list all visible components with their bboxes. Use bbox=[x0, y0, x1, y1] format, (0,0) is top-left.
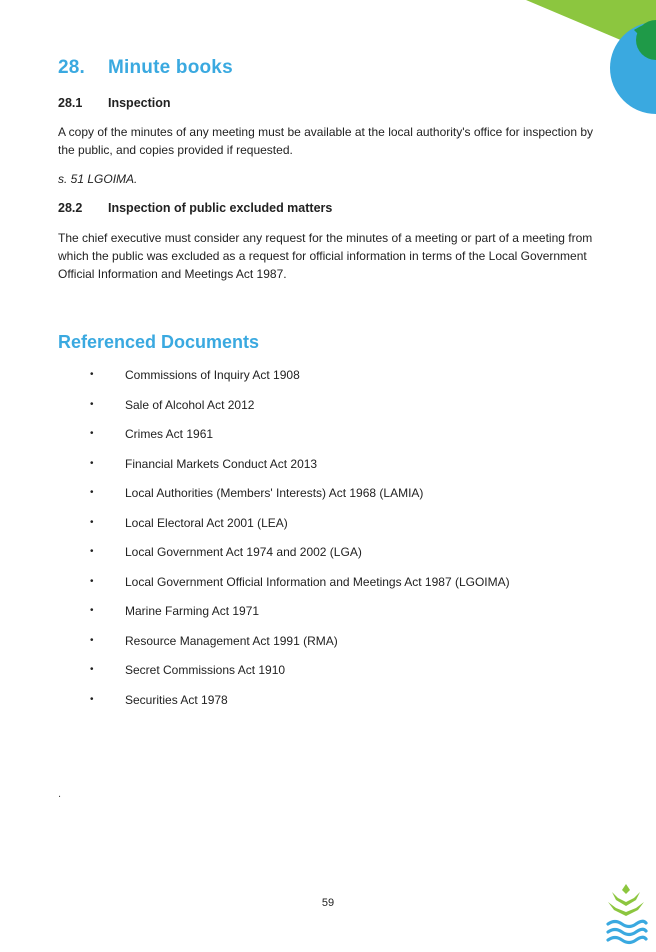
section-title: Minute books bbox=[108, 57, 233, 78]
subsection-title: Inspection bbox=[108, 96, 171, 110]
bullet-icon: • bbox=[90, 664, 94, 675]
bullet-icon: • bbox=[90, 457, 94, 469]
bullet-icon: • bbox=[90, 428, 94, 439]
stray-mark: . bbox=[58, 788, 62, 800]
bullet-icon: • bbox=[90, 398, 94, 410]
reference-item-label: Local Government Act 1974 and 2002 (LGA) bbox=[125, 545, 362, 559]
subsection-number: 28.2 bbox=[58, 201, 83, 215]
subsection-heading-public-excluded bbox=[58, 201, 332, 215]
reference-item-label: Sale of Alcohol Act 2012 bbox=[125, 397, 255, 412]
public-excluded-paragraph: The chief executive must consider any request for the minutes of a meeting or part of a meeting from which the public was excluded as a request for official information in terms of the Local Government Official Information and Meetings Act 1987. bbox=[58, 231, 593, 281]
reference-item-label: Local Authorities (Members' Interests) Act 1968 (LAMIA) bbox=[125, 486, 424, 500]
bullet-icon: • bbox=[90, 487, 94, 498]
bullet-icon: • bbox=[90, 516, 94, 528]
reference-item-label: Crimes Act 1961 bbox=[125, 427, 214, 441]
inspection-paragraph: A copy of the minutes of any meeting must be available at the local authority's office for inspection by the public, and copies provided if requested. bbox=[58, 125, 594, 157]
bullet-icon: • bbox=[90, 693, 94, 705]
corner-decoration bbox=[526, 0, 656, 120]
bullet-icon: • bbox=[90, 575, 94, 587]
page-number: 59 bbox=[321, 897, 335, 909]
reference-item-label: Financial Markets Conduct Act 2013 bbox=[125, 456, 318, 471]
bullet-icon: • bbox=[90, 369, 94, 380]
referenced-documents-heading: Referenced Documents bbox=[58, 332, 260, 352]
council-logo-icon bbox=[604, 880, 648, 946]
section-number: 28. bbox=[58, 57, 86, 78]
reference-item-label: Local Government Official Information and Meetings Act 1987 (LGOIMA) bbox=[125, 574, 510, 589]
inspection-citation: s. 51 LGOIMA. bbox=[58, 172, 138, 186]
subsection-title: Inspection of public excluded matters bbox=[108, 201, 333, 215]
reference-item-label: Commissions of Inquiry Act 1908 bbox=[125, 368, 300, 382]
reference-item-label: Securities Act 1978 bbox=[125, 692, 228, 707]
reference-item-label: Secret Commissions Act 1910 bbox=[125, 663, 286, 677]
reference-item-label: Local Electoral Act 2001 (LEA) bbox=[125, 515, 288, 530]
reference-item-label: Resource Management Act 1991 (RMA) bbox=[125, 633, 338, 648]
subsection-number: 28.1 bbox=[58, 96, 83, 110]
reference-item-label: Marine Farming Act 1971 bbox=[125, 604, 260, 618]
section-heading bbox=[58, 57, 233, 79]
bullet-icon: • bbox=[90, 546, 94, 557]
bullet-icon: • bbox=[90, 634, 94, 646]
subsection-heading-inspection bbox=[58, 96, 171, 110]
bullet-icon: • bbox=[90, 605, 94, 616]
